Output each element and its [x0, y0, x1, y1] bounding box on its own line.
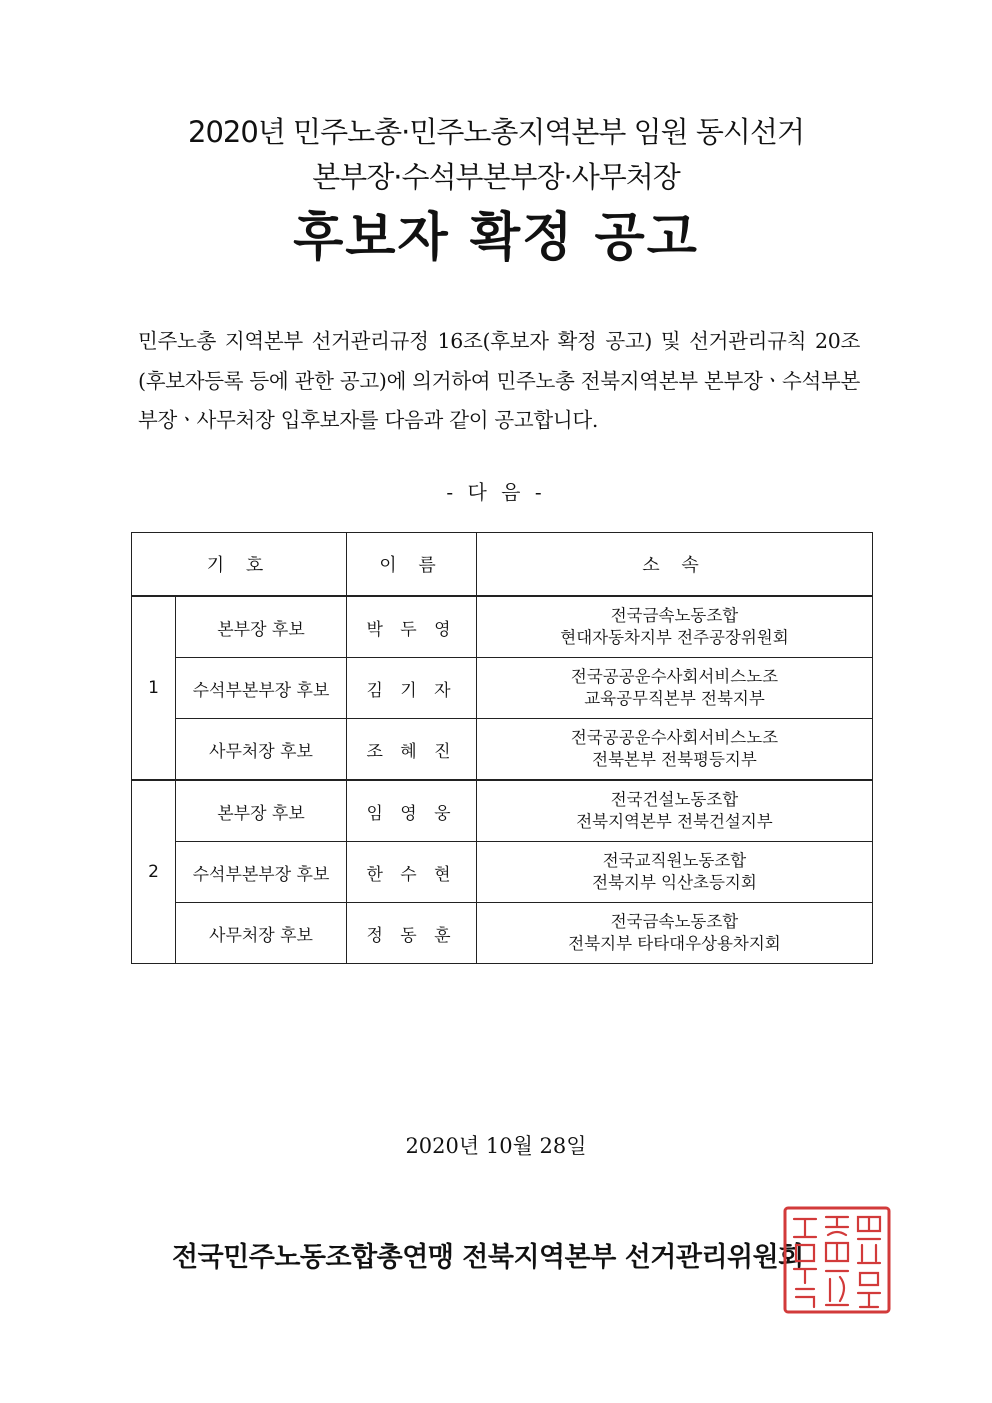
- affiliation-line-2: 교육공무직본부 전북지부: [584, 689, 765, 708]
- group-number: 1: [132, 596, 176, 780]
- affiliation-line-2: 전북지역본부 전북건설지부: [576, 812, 773, 831]
- official-seal-icon: [782, 1205, 892, 1315]
- header-affiliation: 소 속: [477, 533, 873, 597]
- position-cell: 본부장 후보: [176, 596, 347, 658]
- subheading: - 다 음 -: [446, 480, 546, 504]
- header-number: 기 호: [132, 533, 347, 597]
- position-cell: 수석부본부장 후보: [176, 842, 347, 903]
- position-cell: 사무처장 후보: [176, 903, 347, 964]
- name-cell: 정 동 훈: [347, 903, 477, 964]
- affiliation-line-1: 전국금속노동조합: [610, 912, 739, 931]
- affiliation-cell: [477, 903, 873, 964]
- position-cell: 수석부본부장 후보: [176, 658, 347, 719]
- affiliation-cell: [477, 596, 873, 658]
- candidates-table: [131, 532, 873, 964]
- table-header-row: [132, 533, 873, 597]
- name-cell: 조 혜 진: [347, 719, 477, 781]
- affiliation-line-2: 전북지부 타타대우상용차지회: [568, 934, 781, 953]
- affiliation-cell: [477, 658, 873, 719]
- main-title: 후보자 확정 공고: [293, 207, 699, 268]
- affiliation-line-1: 전국금속노동조합: [610, 606, 739, 625]
- organization-name: 전국민주노동조합총연맹 전북지역본부 선거관리위원회: [172, 1242, 804, 1273]
- name-cell: 임 영 웅: [347, 780, 477, 842]
- header-name: 이 름: [347, 533, 477, 597]
- table-row: [132, 719, 873, 781]
- table-row: [132, 658, 873, 719]
- affiliation-cell: [477, 842, 873, 903]
- affiliation-line-1: 전국공공운수사회서비스노조: [570, 728, 779, 747]
- affiliation-line-2: 전북본부 전북평등지부: [592, 750, 757, 769]
- position-cell: 사무처장 후보: [176, 719, 347, 781]
- table-row: [132, 903, 873, 964]
- affiliation-cell: [477, 780, 873, 842]
- affiliation-line-1: 전국공공운수사회서비스노조: [570, 667, 779, 686]
- name-cell: 한 수 현: [347, 842, 477, 903]
- position-cell: 본부장 후보: [176, 780, 347, 842]
- notice-body: 민주노총 지역본부 선거관리규정 16조(후보자 확정 공고) 및 선거관리규칙 20조(후보자등록 등에 관한 공고)에 의거하여 민주노총 전북지역본부 본부장ㆍ수석부본부장ㆍ사무처장 입후보자를 다음과 같이 공고합니다.: [138, 329, 861, 432]
- title-line-1: 2020년 민주노총·민주노총지역본부 임원 동시선거: [188, 115, 804, 149]
- affiliation-cell: [477, 719, 873, 781]
- table-row: [132, 596, 873, 658]
- affiliation-line-1: 전국건설노동조합: [610, 790, 739, 809]
- table-row: [132, 842, 873, 903]
- affiliation-line-2: 현대자동차지부 전주공장위원회: [560, 628, 789, 647]
- affiliation-line-1: 전국교직원노동조합: [602, 851, 747, 870]
- title-line-2: 본부장·수석부본부장·사무처장: [312, 160, 680, 194]
- name-cell: 박 두 영: [347, 596, 477, 658]
- group-number: 2: [132, 780, 176, 964]
- name-cell: 김 기 자: [347, 658, 477, 719]
- table-row: [132, 780, 873, 842]
- affiliation-line-2: 전북지부 익산초등지회: [592, 873, 757, 892]
- notice-date: 2020년 10월 28일: [405, 1134, 587, 1158]
